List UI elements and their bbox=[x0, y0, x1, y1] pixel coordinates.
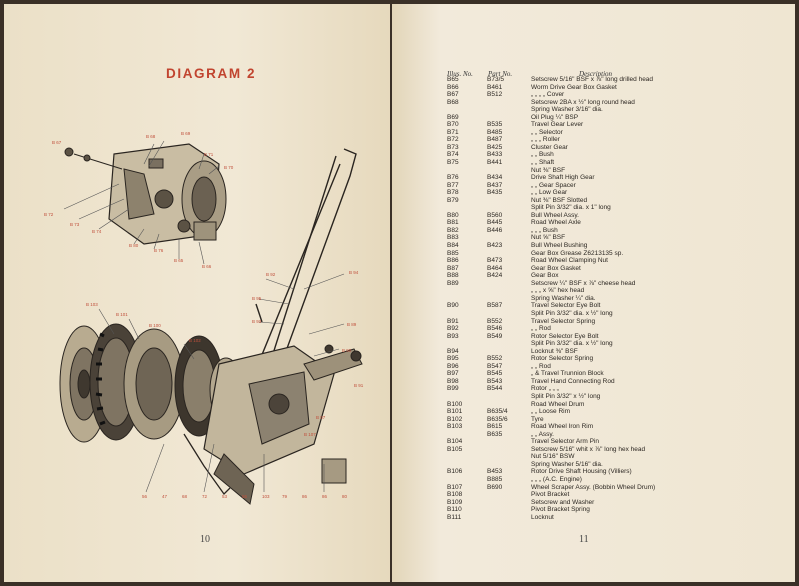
part-no-cell: B487 bbox=[487, 136, 503, 144]
description-cell: Road Wheel Drum bbox=[531, 400, 585, 408]
parts-list-row bbox=[445, 393, 790, 401]
parts-list-row bbox=[445, 401, 790, 409]
description-cell: Travel Selector Eye Bolt bbox=[531, 302, 601, 310]
description-cell: Split Pin 3/32" dia. x ½" long bbox=[531, 309, 613, 317]
description-cell: Rotor Selector Eye Bolt bbox=[531, 332, 599, 340]
part-no-cell: B445 bbox=[487, 219, 503, 227]
description-cell: „ „ Loose Rim bbox=[531, 408, 571, 416]
description-cell: Setscrew 5/16" BSF x ⅞" long drilled head bbox=[531, 76, 654, 83]
parts-list bbox=[445, 76, 790, 521]
parts-list-row bbox=[445, 114, 790, 122]
description-cell: Pivot Bracket bbox=[531, 491, 570, 499]
description-cell: „ „ Bush bbox=[531, 151, 554, 159]
illus-no-cell: B103 bbox=[447, 423, 463, 431]
description-cell: „ „ „ „ Cover bbox=[531, 91, 565, 99]
description-cell: „ „ Selector bbox=[531, 128, 563, 136]
parts-list-row bbox=[445, 370, 790, 378]
illus-no-cell: B72 bbox=[447, 136, 459, 144]
parts-list-row bbox=[445, 378, 790, 386]
part-no-cell: B546 bbox=[487, 325, 503, 333]
illus-no-cell: B99 bbox=[447, 385, 459, 393]
part-no-cell: B535 bbox=[487, 121, 503, 129]
illus-no-cell: B111 bbox=[447, 513, 462, 521]
part-no-cell: B885 bbox=[487, 475, 503, 483]
description-cell: Pivot Bracket Spring bbox=[531, 506, 590, 514]
illus-no-cell: B86 bbox=[447, 257, 459, 265]
illus-no-cell: B81 bbox=[447, 219, 459, 227]
parts-list-row bbox=[445, 136, 790, 144]
part-no-cell: B545 bbox=[487, 370, 503, 378]
part-no-cell: B635/4 bbox=[487, 408, 508, 416]
illus-no-cell: B97 bbox=[447, 370, 459, 378]
illus-no-cell: B107 bbox=[447, 483, 463, 491]
callout-right-label: B 92 bbox=[266, 272, 276, 277]
parts-list-row bbox=[445, 174, 790, 182]
parts-list-row bbox=[445, 408, 790, 416]
illus-no-cell: B90 bbox=[447, 302, 459, 310]
parts-list-row bbox=[445, 197, 790, 205]
callout-right-label: B 97 bbox=[316, 415, 326, 420]
illus-no-cell: B88 bbox=[447, 272, 459, 280]
callout-bottom-label: 53 bbox=[222, 494, 228, 499]
part-no-cell: B615 bbox=[487, 423, 503, 431]
part-no-cell: B544 bbox=[487, 385, 503, 393]
parts-list-row bbox=[445, 514, 790, 522]
callout-lower-label: B 102 bbox=[189, 338, 201, 343]
description-cell: Rotor „ „ „ bbox=[531, 385, 559, 393]
part-no-cell: B549 bbox=[487, 332, 503, 340]
callout-bottom-label: 55 bbox=[242, 494, 248, 499]
left-page bbox=[4, 4, 390, 582]
illus-no-cell: B109 bbox=[447, 498, 463, 506]
part-no-cell: B512 bbox=[487, 91, 503, 99]
illus-no-cell: B73 bbox=[447, 143, 459, 151]
illus-no-cell: B87 bbox=[447, 264, 459, 272]
callout-right-label: B 94 bbox=[349, 270, 359, 275]
illus-no-cell: B98 bbox=[447, 377, 459, 385]
parts-list-row bbox=[445, 506, 790, 514]
description-cell: Spring Washer 3/16" dia. bbox=[531, 106, 603, 114]
callout-upper-label: B 71 bbox=[204, 152, 214, 157]
callout-bottom-label: 80 bbox=[342, 494, 348, 499]
parts-list-row bbox=[445, 310, 790, 318]
parts-list-row bbox=[445, 438, 790, 446]
part-no-cell: B485 bbox=[487, 128, 503, 136]
parts-list-row bbox=[445, 484, 790, 492]
parts-list-row bbox=[445, 182, 790, 190]
description-cell: Rotor Selector Spring bbox=[531, 355, 594, 363]
part-no-cell: B543 bbox=[487, 377, 503, 385]
parts-list-row bbox=[445, 385, 790, 393]
description-cell: Nut 5/16" BSW bbox=[531, 453, 575, 461]
illus-no-cell: B83 bbox=[447, 234, 459, 242]
parts-list-row bbox=[445, 189, 790, 197]
exploded-parts-diagram bbox=[4, 4, 390, 564]
description-cell: Travel Selector Spring bbox=[531, 317, 596, 325]
description-cell: Spring Washer ¼" dia. bbox=[531, 294, 596, 302]
description-cell: Drive Shaft High Gear bbox=[531, 174, 595, 182]
description-cell: Wheel Scraper Assy. (Bobbin Wheel Drum) bbox=[531, 483, 656, 491]
illus-no-cell: B75 bbox=[447, 159, 459, 167]
illus-no-cell: B92 bbox=[447, 325, 459, 333]
description-cell: Split Pin 3/32" dia. x ½" long bbox=[531, 340, 613, 348]
parts-list-row bbox=[445, 416, 790, 424]
description-cell: Locknut ⅜" BSF bbox=[531, 347, 578, 355]
description-cell: Split Pin 3/32" dia. x 1" long bbox=[531, 204, 611, 212]
description-cell: Travel Gear Lever bbox=[531, 121, 584, 129]
parts-list-row bbox=[445, 234, 790, 242]
part-no-cell: B73/5 bbox=[487, 76, 504, 83]
description-cell: Travel Selector Arm Pin bbox=[531, 438, 600, 446]
description-cell: „ „ Rod bbox=[531, 362, 551, 370]
illus-no-cell: B106 bbox=[447, 468, 463, 476]
left-page-number: 10 bbox=[200, 534, 210, 545]
callout-bottom-label: 86 bbox=[302, 494, 308, 499]
parts-list-row bbox=[445, 476, 790, 484]
description-cell: Oil Plug ¼" BSP bbox=[531, 113, 579, 121]
part-no-cell: B446 bbox=[487, 226, 503, 234]
callout-bottom-label: 72 bbox=[202, 494, 208, 499]
illus-no-cell: B66 bbox=[447, 83, 459, 91]
description-cell: Setscrew 5/16" whit x ⅞" long hex head bbox=[531, 445, 646, 453]
illus-no-cell: B94 bbox=[447, 347, 459, 355]
description-cell: Tyre bbox=[531, 415, 544, 423]
gearbox-assembly bbox=[65, 144, 226, 244]
illus-no-cell: B85 bbox=[447, 249, 459, 257]
callout-upper-label: B 72 bbox=[44, 212, 54, 217]
parts-list-row bbox=[445, 431, 790, 439]
part-no-cell: B425 bbox=[487, 143, 503, 151]
part-no-cell: B434 bbox=[487, 174, 503, 182]
callout-upper-label: B 65 bbox=[174, 258, 184, 263]
diagram-title: DIAGRAM 2 bbox=[166, 66, 257, 81]
parts-list-row bbox=[445, 212, 790, 220]
description-cell: Nut ⅜" BSF bbox=[531, 166, 566, 174]
callout-bottom-label: 47 bbox=[162, 494, 168, 499]
description-cell: „ & Travel Trunnion Block bbox=[531, 370, 604, 378]
description-cell: Spring Washer 5/16" dia. bbox=[531, 460, 603, 468]
illus-no-cell: B65 bbox=[447, 76, 459, 83]
description-cell: Bull Wheel Assy. bbox=[531, 211, 579, 219]
parts-list-row bbox=[445, 446, 790, 454]
right-page-number: 11 bbox=[579, 534, 589, 545]
part-no-cell: B433 bbox=[487, 151, 503, 159]
callout-upper-label: B 70 bbox=[224, 165, 234, 170]
parts-list-row bbox=[445, 227, 790, 235]
illus-no-cell: B68 bbox=[447, 98, 459, 106]
callout-bottom-label: 103 bbox=[262, 494, 270, 499]
right-page bbox=[392, 4, 795, 582]
parts-list-row bbox=[445, 144, 790, 152]
description-cell: Road Wheel Iron Rim bbox=[531, 423, 594, 431]
header-illus-no: Illus. No. bbox=[447, 70, 473, 78]
illus-no-cell: B102 bbox=[447, 415, 463, 423]
illus-no-cell: B74 bbox=[447, 151, 459, 159]
header-part-no: Part No. bbox=[488, 70, 513, 78]
description-cell: Travel Hand Connecting Rod bbox=[531, 377, 615, 385]
parts-list-row bbox=[445, 167, 790, 175]
part-no-cell: B552 bbox=[487, 355, 503, 363]
part-no-cell: B690 bbox=[487, 483, 503, 491]
parts-list-row bbox=[445, 204, 790, 212]
callout-lower-label: B 107 bbox=[304, 432, 316, 437]
callout-right-label: B 91 bbox=[354, 383, 364, 388]
illus-no-cell: B105 bbox=[447, 445, 463, 453]
parts-list-row bbox=[445, 159, 790, 167]
parts-list-row bbox=[445, 151, 790, 159]
callout-upper-label: B 69 bbox=[181, 131, 191, 136]
illus-no-cell: B96 bbox=[447, 362, 459, 370]
illus-no-cell: B78 bbox=[447, 189, 459, 197]
description-cell: Nut ⅜" BSF Slotted bbox=[531, 196, 588, 204]
header-description: Description bbox=[579, 70, 613, 78]
part-no-cell: B424 bbox=[487, 272, 503, 280]
illus-no-cell: B76 bbox=[447, 174, 459, 182]
control-rods bbox=[250, 149, 356, 384]
callout-lower-label: B 100 bbox=[149, 323, 161, 328]
parts-list-row bbox=[445, 121, 790, 129]
description-cell: Worm Drive Gear Box Gasket bbox=[531, 83, 617, 91]
description-cell: Cluster Gear bbox=[531, 143, 568, 151]
callout-right-label: B 90 bbox=[342, 348, 352, 353]
part-no-cell: B635/6 bbox=[487, 415, 508, 423]
parts-list-row bbox=[445, 468, 790, 476]
illus-no-cell: B71 bbox=[447, 128, 459, 136]
part-no-cell: B453 bbox=[487, 468, 503, 476]
description-cell: Road Wheel Clamping Nut bbox=[531, 257, 608, 265]
callout-bottom-label: 56 bbox=[142, 494, 148, 499]
callout-upper-label: B 76 bbox=[154, 248, 164, 253]
callout-upper-label: B 66 bbox=[202, 264, 212, 269]
description-cell: Gear Box bbox=[531, 272, 559, 280]
part-no-cell: B547 bbox=[487, 362, 503, 370]
description-cell: Split Pin 3/32" x ½" long bbox=[531, 392, 601, 400]
description-cell: „ „ „ Roller bbox=[531, 136, 560, 144]
callout-bottom-label: 79 bbox=[282, 494, 288, 499]
illus-no-cell: B101 bbox=[447, 408, 463, 416]
callout-upper-label: B 68 bbox=[146, 134, 156, 139]
parts-list-row bbox=[445, 280, 790, 288]
part-no-cell: B473 bbox=[487, 257, 503, 265]
part-no-cell: B635 bbox=[487, 430, 503, 438]
parts-list-row bbox=[445, 340, 790, 348]
parts-list-row bbox=[445, 491, 790, 499]
description-cell: Gear Box Gasket bbox=[531, 264, 581, 272]
parts-list-row bbox=[445, 461, 790, 469]
illus-no-cell: B82 bbox=[447, 226, 459, 234]
parts-list-row bbox=[445, 250, 790, 258]
illus-no-cell: B80 bbox=[447, 211, 459, 219]
callout-upper-label: B 73 bbox=[70, 222, 80, 227]
callout-lower-label: B 103 bbox=[86, 302, 98, 307]
illus-no-cell: B70 bbox=[447, 121, 459, 129]
illus-no-cell: B79 bbox=[447, 196, 459, 204]
parts-list-row bbox=[445, 333, 790, 341]
parts-list-row bbox=[445, 325, 790, 333]
part-no-cell: B435 bbox=[487, 189, 503, 197]
description-cell: „ „ Assy. bbox=[531, 430, 554, 438]
description-cell: Bull Wheel Bushing bbox=[531, 242, 588, 250]
description-cell: Nut ⅝" BSF bbox=[531, 234, 566, 242]
description-cell: Setscrew and Washer bbox=[531, 498, 595, 506]
description-cell: Rotor Drive Shaft Housing (Villiers) bbox=[531, 468, 632, 476]
description-cell: „ „ Shaft bbox=[531, 159, 555, 167]
part-no-cell: B441 bbox=[487, 159, 503, 167]
callout-bottom-label: 68 bbox=[182, 494, 188, 499]
description-cell: „ „ Gear Spacer bbox=[531, 181, 576, 189]
parts-list-row bbox=[445, 355, 790, 363]
parts-list-row bbox=[445, 499, 790, 507]
description-cell: Setscrew 2BA x ½" long round head bbox=[531, 98, 635, 106]
description-cell: „ „ „ Bush bbox=[531, 226, 558, 234]
parts-list-row bbox=[445, 287, 790, 295]
parts-list-row bbox=[445, 129, 790, 137]
description-cell: „ „ „ (A.C. Engine) bbox=[531, 475, 582, 483]
parts-list-row bbox=[445, 453, 790, 461]
illus-no-cell: B84 bbox=[447, 242, 459, 250]
illus-no-cell: B100 bbox=[447, 400, 463, 408]
illus-no-cell: B89 bbox=[447, 279, 459, 287]
callout-upper-label: B 80 bbox=[129, 243, 139, 248]
part-no-cell: B560 bbox=[487, 211, 503, 219]
illus-no-cell: B91 bbox=[447, 317, 459, 325]
part-no-cell: B461 bbox=[487, 83, 503, 91]
parts-list-row bbox=[445, 91, 790, 99]
parts-list-row bbox=[445, 318, 790, 326]
parts-list-row bbox=[445, 76, 790, 84]
parts-list-row bbox=[445, 242, 790, 250]
part-no-cell: B464 bbox=[487, 264, 503, 272]
parts-list-row bbox=[445, 106, 790, 114]
description-cell: „ „ „ x ⅝" hex head bbox=[531, 287, 585, 295]
parts-list-row bbox=[445, 302, 790, 310]
callout-lower-label: B 101 bbox=[116, 312, 128, 317]
illus-no-cell: B110 bbox=[447, 506, 462, 514]
part-no-cell: B587 bbox=[487, 302, 503, 310]
description-cell: „ „ Low Gear bbox=[531, 189, 568, 197]
parts-list-row bbox=[445, 272, 790, 280]
callout-right-label: B 93 bbox=[252, 319, 262, 324]
callout-upper-label: B 74 bbox=[92, 229, 102, 234]
callout-right-label: B 95 bbox=[252, 296, 262, 301]
description-cell: „ „ Rod bbox=[531, 325, 551, 333]
illus-no-cell: B93 bbox=[447, 332, 459, 340]
parts-list-row bbox=[445, 257, 790, 265]
illus-no-cell: B95 bbox=[447, 355, 459, 363]
parts-list-row bbox=[445, 265, 790, 273]
illus-no-cell: B108 bbox=[447, 491, 463, 499]
part-no-cell: B437 bbox=[487, 181, 503, 189]
illus-no-cell: B67 bbox=[447, 91, 459, 99]
illus-no-cell: B69 bbox=[447, 113, 459, 121]
parts-list-row bbox=[445, 295, 790, 303]
illus-no-cell: B77 bbox=[447, 181, 459, 189]
parts-list-row bbox=[445, 348, 790, 356]
part-no-cell: B423 bbox=[487, 242, 503, 250]
parts-list-row bbox=[445, 99, 790, 107]
description-cell: Gear Box Grease Z6213135 sp. bbox=[531, 249, 624, 257]
callout-bottom-label: 86 bbox=[322, 494, 328, 499]
callout-right-label: B 89 bbox=[347, 322, 357, 327]
callout-upper-label: B 67 bbox=[52, 140, 62, 145]
illus-no-cell: B104 bbox=[447, 438, 463, 446]
parts-list-row bbox=[445, 363, 790, 371]
description-cell: Road Wheel Axle bbox=[531, 219, 581, 227]
parts-list-row bbox=[445, 219, 790, 227]
description-cell: Locknut bbox=[531, 513, 554, 521]
description-cell: Setscrew ¼" BSF x ⅞" cheese head bbox=[531, 279, 636, 287]
parts-list-row bbox=[445, 84, 790, 92]
parts-list-row bbox=[445, 423, 790, 431]
part-no-cell: B552 bbox=[487, 317, 503, 325]
